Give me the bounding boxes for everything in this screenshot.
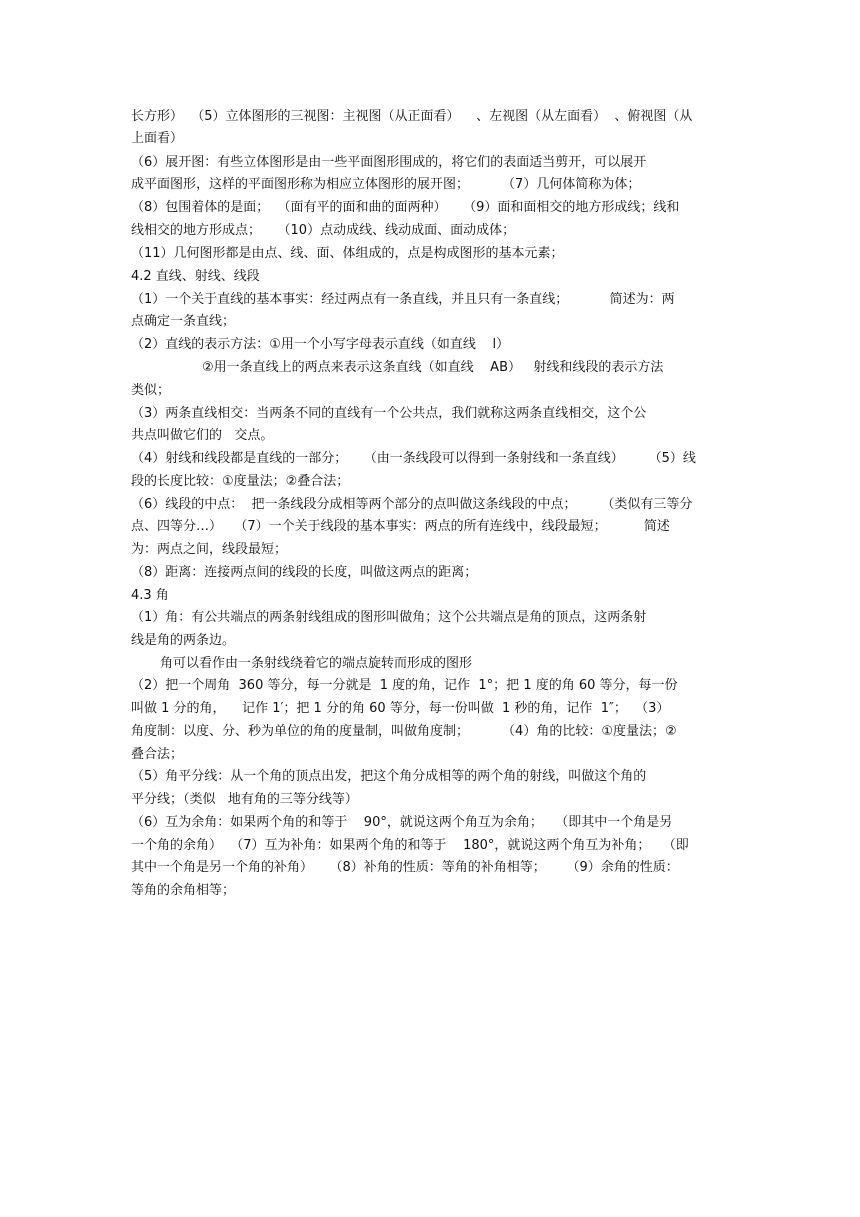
text-line: 类似；	[131, 383, 171, 398]
text-line: （2）把一个周角 360 等分，每一分就是 1 度的角，记作 1°；把 1 度的角 60 等分，每一份	[131, 678, 678, 693]
text-line: 上面看）	[131, 131, 184, 146]
text-line: （6）展开图：有些立体图形是由一些平面图形围成的，将它们的表面适当剪开，可以展开	[131, 155, 647, 170]
text-line: 一个角的余角） （7）互为补角：如果两个角的和等于 180°，就说这两个角互为补角； （即	[131, 838, 689, 853]
text-line: （6）互为余角：如果两个角的和等于 90°，就说这两个角互为余角； （即其中一个角是另	[131, 815, 673, 830]
text-line: （11）几何图形都是由点、线、面、体组成的，点是构成图形的基本元素；	[131, 246, 564, 261]
text-line: （8）距离：连接两点间的线段的长度，叫做这两点的距离；	[131, 565, 478, 580]
text-line: （2）直线的表示方法：①用一个小写字母表示直线（如直线 l）	[131, 337, 510, 352]
text-line: （1）角：有公共端点的两条射线组成的图形叫做角；这个公共端点是角的顶点，这两条射	[131, 610, 647, 625]
text-line: 点确定一条直线；	[131, 314, 236, 329]
text-line: 线是角的两条边。	[131, 633, 236, 648]
text-line: 共点叫做它们的 交点。	[131, 428, 274, 443]
text-line: 为：两点之间，线段最短；	[131, 542, 288, 557]
text-line: 角度制：以度、分、秒为单位的角的度量制，叫做角度制； （4）角的比较：①度量法；②	[131, 724, 677, 739]
text-line: 成平面图形，这样的平面图形称为相应立体图形的展开图； （7）几何体简称为体；	[131, 177, 641, 192]
text-line: （8）包围着体的是面； （面有平的面和曲的面两种） （9）面和面相交的地方形成线；线和	[131, 200, 680, 215]
text-line: 段的长度比较：①度量法；②叠合法；	[131, 474, 350, 489]
section-heading: 4.2 直线、射线、线段	[131, 269, 260, 284]
text-line: （1）一个关于直线的基本事实：经过两点有一条直线，并且只有一条直线； 简述为：两	[131, 292, 675, 307]
text-line: 其中一个角是另一个角的补角） （8）补角的性质：等角的补角相等； （9）余角的性质：	[131, 860, 679, 875]
text-line: 角可以看作由一条射线绕着它的端点旋转而形成的图形	[160, 656, 473, 671]
text-line: 叠合法；	[131, 747, 184, 762]
text-line: 点、四等分…） （7）一个关于线段的基本事实：两点的所有连线中，线段最短； 简述	[131, 519, 670, 534]
text-line: 平分线；（类似 地有角的三等分线等）	[131, 792, 358, 807]
text-line: （5）角平分线：从一个角的顶点出发，把这个角分成相等的两个角的射线，叫做这个角的	[131, 769, 647, 784]
text-line: 叫做 1 分的角， 记作 1′；把 1 分的角 60 等分，每一份叫做 1 秒的角，记作 1″； （3）	[131, 701, 670, 716]
text-line: （6）线段的中点： 把一条线段分成相等两个部分的点叫做这条线段的中点； （类似有三等分	[131, 497, 693, 512]
text-line: （4）射线和线段都是直线的一部分； （由一条线段可以得到一条射线和一条直线） （5）线	[131, 451, 696, 466]
text-line: （3）两条直线相交：当两条不同的直线有一个公共点，我们就称这两条直线相交，这个公	[131, 406, 647, 421]
text-line: 线相交的地方形成点； （10）点动成线、线动成面、面动成体；	[131, 223, 516, 238]
text-line: ②用一条直线上的两点来表示这条直线（如直线 AB） 射线和线段的表示方法	[202, 360, 664, 375]
text-line: 长方形） （5）立体图形的三视图：主视图（从正面看） 、左视图（从左面看） 、俯视图（从	[131, 109, 693, 124]
section-heading: 4.3 角	[131, 588, 169, 603]
text-line: 等角的余角相等；	[131, 883, 236, 898]
